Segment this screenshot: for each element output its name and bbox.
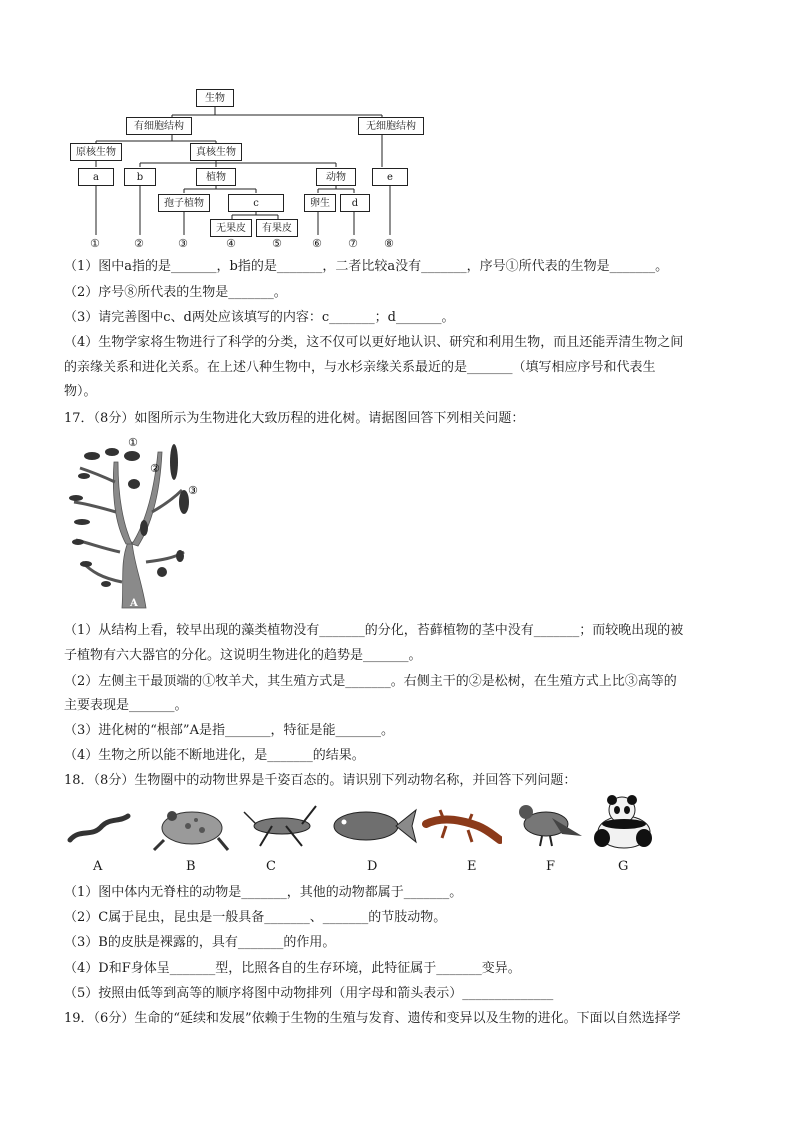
num-3: ③ [178, 237, 188, 250]
panda-image [588, 794, 658, 850]
salamander-image [422, 806, 502, 848]
q18-heading: 18．（8分）生物圈中的动物世界是千姿百态的。请识别下列动物名称，并回答下列问题： [64, 773, 577, 788]
pigeon-image [512, 796, 584, 848]
q16-line-4a: （4）生物学家将生物进行了科学的分类，这不仅可以更好地认识、研究和利用生物，而且还能弄清生物之间 [64, 335, 684, 350]
q16-line-3: （3）请完善图中c、d两处应该填写的内容：c_______；d_______。 [64, 310, 455, 325]
earthworm-image [66, 808, 132, 848]
node-spore-plant: 孢子植物 [158, 194, 210, 212]
animal-label-c: C [266, 859, 276, 874]
evolution-tree-image [62, 432, 212, 610]
animal-label-b: B [186, 859, 196, 874]
node-cellular: 有细胞结构 [126, 117, 192, 135]
q17-heading: 17．（8分）如图所示为生物进化大致历程的进化树。请据图回答下列相关问题： [64, 411, 525, 426]
q17-line-1b: 子植物有六大器官的分化。这说明生物进化的趋势是_______。 [64, 648, 422, 663]
node-plant: 植物 [196, 168, 236, 186]
q18-line-2: （2）C属于昆虫，昆虫是一般具备_______、_______的节肢动物。 [64, 910, 447, 925]
node-b: b [124, 168, 156, 186]
node-d: d [340, 194, 370, 212]
q17-line-2a: （2）左侧主干最顶端的①牧羊犬，其生殖方式是_______。右侧主干的②是松树，在生殖方式上比③高等的 [64, 674, 677, 689]
tree-label-a: A [130, 598, 138, 609]
q18-line-5: （5）按照由低等到高等的顺序将图中动物排列（用字母和箭头表示）______________ [64, 986, 554, 1001]
q17-line-2b: 主要表现是_______。 [64, 698, 188, 713]
tree-label-2: ② [150, 462, 160, 475]
fish-image [328, 802, 418, 848]
grasshopper-image [242, 802, 320, 850]
q16-line-4b: 的亲缘关系和进化关系。在上述八种生物中，与水杉亲缘关系最近的是_______（填写相应序号和代表生 [64, 360, 656, 375]
node-pericarp: 有果皮 [256, 219, 298, 237]
node-prokaryote: 原核生物 [70, 143, 122, 161]
animal-label-d: D [367, 859, 378, 874]
num-5: ⑤ [272, 237, 282, 250]
q17-line-4: （4）生物之所以能不断地进化，是_______的结果。 [64, 748, 365, 763]
num-6: ⑥ [312, 237, 322, 250]
q16-line-1: （1）图中a指的是_______，b指的是_______，二者比较a没有_______，序号①所代表的生物是_______。 [64, 259, 669, 274]
q19-heading: 19．（6分）生命的“延续和发展”依赖于生物的生殖与发育、遗传和变异以及生物的进化。下面以自然选择学 [64, 1011, 681, 1026]
animal-label-f: F [546, 859, 556, 874]
num-4: ④ [226, 237, 236, 250]
num-8: ⑧ [384, 237, 394, 250]
node-c: c [228, 194, 284, 212]
num-7: ⑦ [348, 237, 358, 250]
num-2: ② [134, 237, 144, 250]
q18-line-4: （4）D和F身体呈_______型，比照各自的生存环境，此特征属于_______变异。 [64, 961, 521, 976]
node-acellular: 无细胞结构 [358, 117, 424, 135]
tree-label-3: ③ [188, 484, 198, 497]
q18-line-1: （1）图中体内无脊柱的动物是_______，其他的动物都属于_______。 [64, 885, 463, 900]
q16-line-4c: 物）。 [64, 384, 97, 399]
frog-image [152, 800, 230, 852]
animal-label-e: E [467, 859, 477, 874]
node-oviparous: 卵生 [304, 194, 336, 212]
q16-line-2: （2）序号⑧所代表的生物是_______。 [64, 285, 287, 300]
node-root: 生物 [196, 89, 234, 107]
num-1: ① [90, 237, 100, 250]
node-animal: 动物 [316, 168, 356, 186]
node-no-pericarp: 无果皮 [210, 219, 252, 237]
animal-label-a: A [93, 859, 103, 874]
tree-label-1: ① [128, 436, 138, 449]
node-eukaryote: 真核生物 [190, 143, 242, 161]
q17-line-3: （3）进化树的“根部”A是指_______，特征是能_______。 [64, 723, 394, 738]
node-e: e [372, 168, 408, 186]
q17-line-1a: （1）从结构上看，较早出现的藻类植物没有_______的分化，苔藓植物的茎中没有_______；而较晚出现的被 [64, 623, 684, 638]
q18-line-3: （3）B的皮肤是裸露的，具有_______的作用。 [64, 935, 336, 950]
animal-label-g: G [618, 859, 629, 874]
node-a: a [78, 168, 114, 186]
